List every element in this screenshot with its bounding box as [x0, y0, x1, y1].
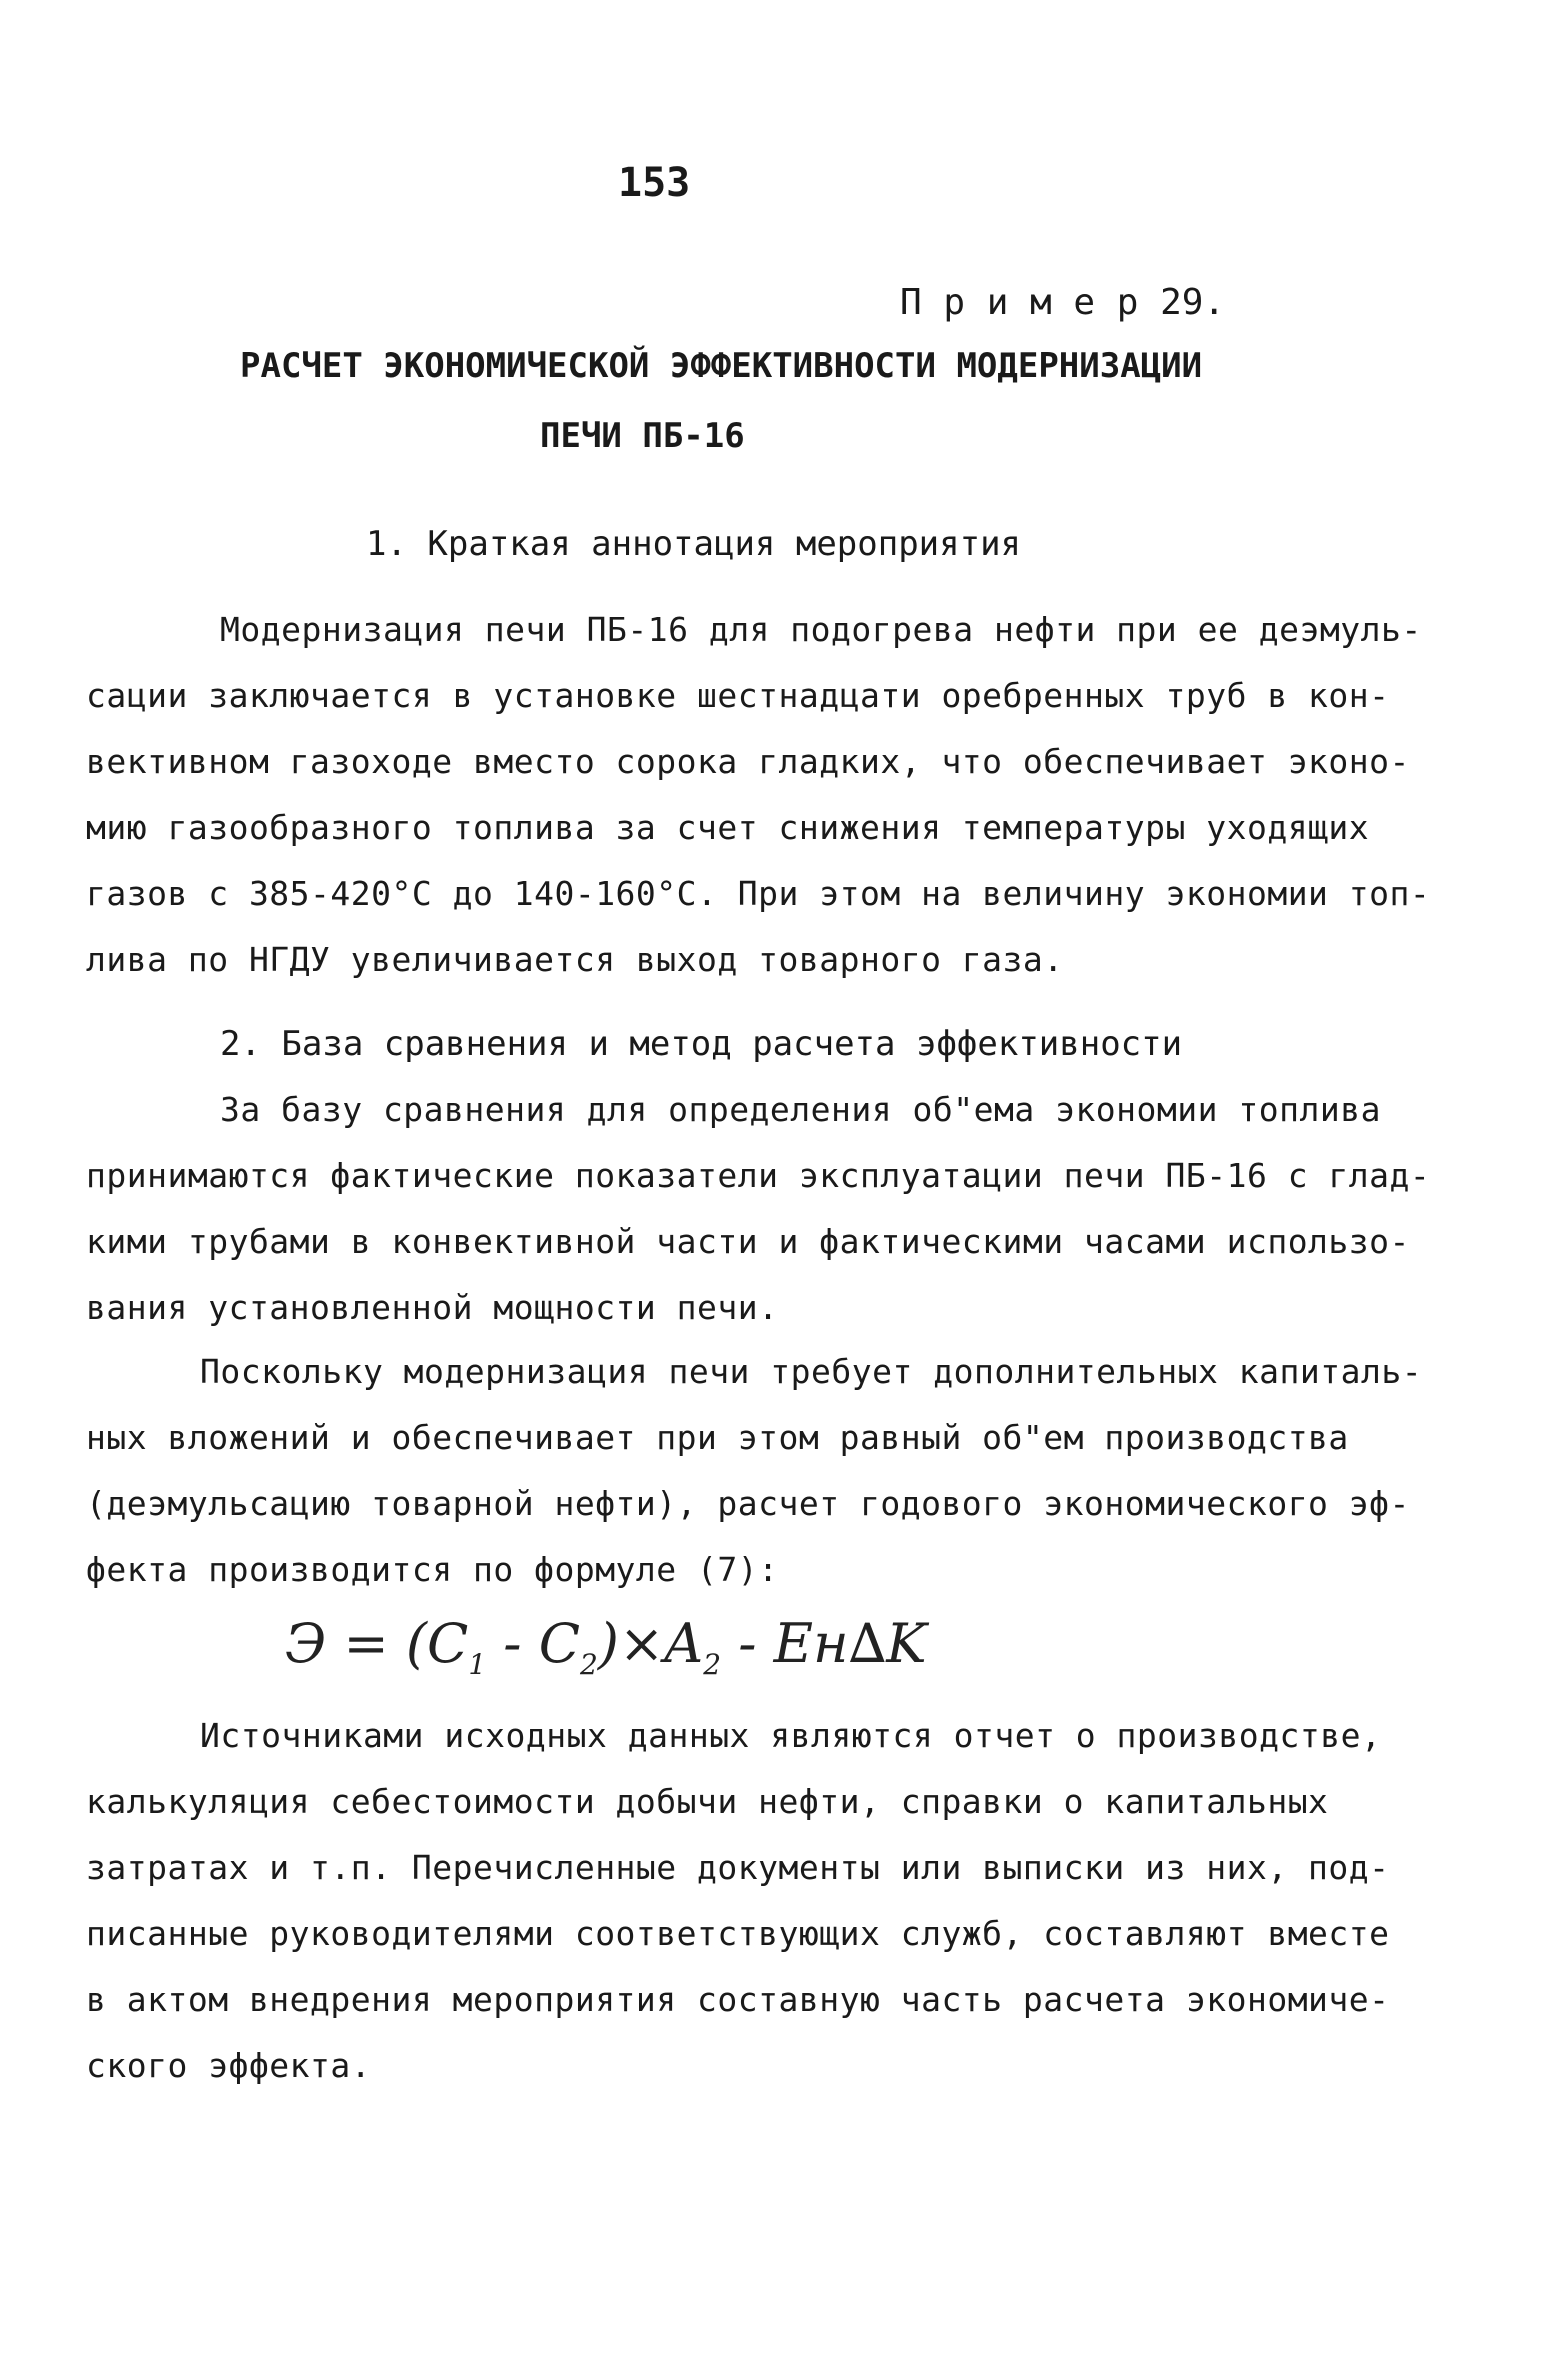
section-1-line: вективном газоходе вместо сорока гладких, что обеспечивает эконо-: [86, 742, 1410, 781]
section-1-line: Модернизация печи ПБ-16 для подогрева нефти при ее деэмуль-: [220, 610, 1422, 649]
section-1-line: лива по НГДУ увеличивается выход товарного газа.: [86, 940, 1064, 979]
section-1-line: газов с 385-420°С до 140-160°С. При этом на величину экономии топ-: [86, 874, 1431, 913]
section-2-heading: 2. База сравнения и метод расчета эффективности: [220, 1024, 1183, 1064]
sources-line: затратах и т.п. Перечисленные документы или выписки из них, под-: [86, 1848, 1390, 1887]
sources-line: в актом внедрения мероприятия составную часть расчета экономиче-: [86, 1980, 1390, 2019]
section-2-line: За базу сравнения для определения об"ема экономии топлива: [220, 1090, 1381, 1129]
section-2-line: фекта производится по формуле (7):: [86, 1550, 779, 1589]
section-2-line: ных вложений и обеспечивает при этом равный об"ем производства: [86, 1418, 1349, 1457]
section-1-line: сации заключается в установке шестнадцати оребренных труб в кон-: [86, 676, 1390, 715]
sources-line: писанные руководителями соответствующих служб, составляют вместе: [86, 1914, 1390, 1953]
page-number: 153: [618, 160, 691, 206]
section-1-heading: 1. Краткая аннотация мероприятия: [366, 524, 1022, 564]
section-1-line: мию газообразного топлива за счет снижения температуры уходящих: [86, 808, 1370, 847]
sources-line: калькуляция себестоимости добычи нефти, справки о капитальных: [86, 1782, 1329, 1821]
section-2-line: кими трубами в конвективной части и фактическими часами использо-: [86, 1222, 1410, 1261]
section-2-line: вания установленной мощности печи.: [86, 1288, 779, 1327]
title-line-2: ПЕЧИ ПБ-16: [540, 416, 745, 456]
sources-line: Источниками исходных данных являются отчет о производстве,: [200, 1716, 1382, 1755]
sources-line: ского эффекта.: [86, 2046, 372, 2085]
title-line-1: РАСЧЕТ ЭКОНОМИЧЕСКОЙ ЭФФЕКТИВНОСТИ МОДЕРНИЗАЦИИ: [240, 346, 1203, 386]
section-2-line: (деэмульсацию товарной нефти), расчет годового экономического эф-: [86, 1484, 1410, 1523]
example-label: П р и м е р 29.: [900, 282, 1226, 323]
economic-effect-formula: $Э = (C_1 - C_2)\times A_2 - Eн\Delta K$: [285, 1612, 927, 1681]
section-2-line: Поскольку модернизация печи требует дополнительных капиталь-: [200, 1352, 1423, 1391]
section-2-line: принимаются фактические показатели эксплуатации печи ПБ-16 с глад-: [86, 1156, 1431, 1195]
